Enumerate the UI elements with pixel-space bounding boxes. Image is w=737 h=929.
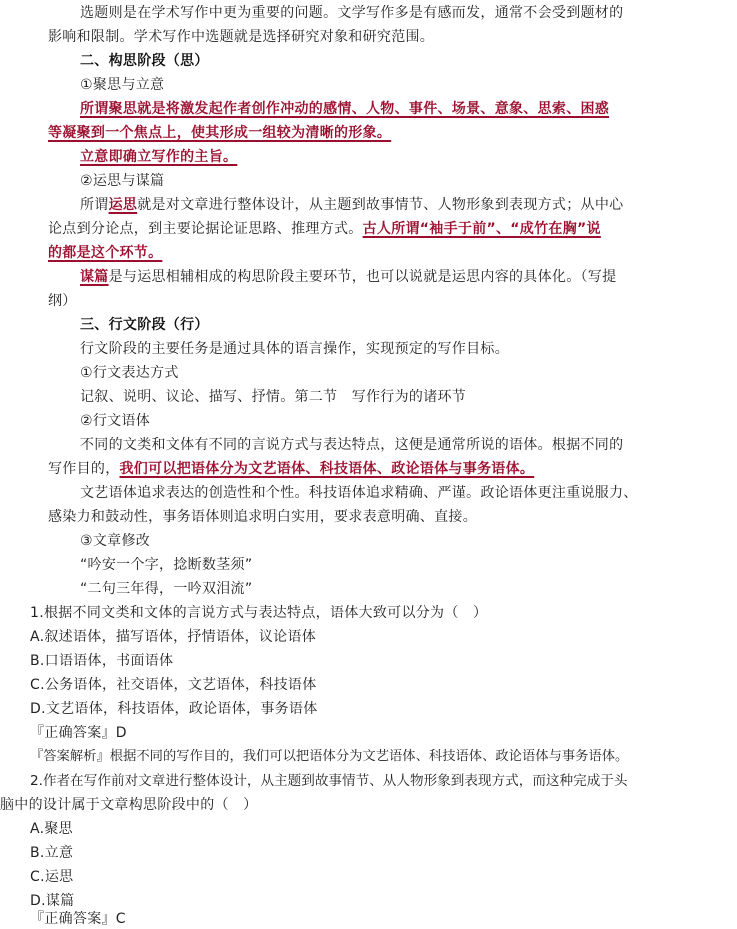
highlight-text: 的都是这个环节。 [48, 245, 163, 261]
highlight-text: 所谓聚思就是将激发起作者创作冲动的感情、人物、事件、场景、意象、思索、困惑 [80, 101, 610, 117]
paragraph-line: 记叙、说明、议论、描写、抒情。第二节 写作行为的诸环节 [80, 389, 467, 405]
paragraph-line [80, 195, 623, 215]
highlight-text: 立意即确立写作的主旨。 [80, 149, 238, 165]
correct-answer: 『正确答案』C [30, 911, 126, 927]
answer-option: A.叙述语体，描写语体，抒情语体，议论语体 [30, 629, 317, 645]
answer-option: A.聚思 [30, 821, 73, 837]
text-run: 所谓 [80, 197, 109, 213]
paragraph-line: 文艺语体追求表达的创造性和个性。科技语体追求精确、严谨。政论语体更注重说服力、 [80, 485, 638, 501]
paragraph-line [80, 267, 616, 287]
subsection-heading: ②行文语体 [80, 413, 151, 429]
highlight-text: 谋篇 [80, 269, 109, 285]
paragraph-line: 感染力和鼓动性，事务语体则追求明白实用，要求表意明确、直接。 [48, 509, 477, 525]
question-text: 2.作者在写作前对文章进行整体设计，从主题到故事情节、从人物形象到表现方式，而这种完成于头 [30, 773, 628, 789]
section-heading: 三、行文阶段（行） [80, 317, 209, 333]
paragraph-line [48, 459, 534, 479]
paragraph-line: 行文阶段的主要任务是通过具体的语言操作，实现预定的写作目标。 [80, 341, 509, 357]
paragraph-line: 纲） [48, 293, 77, 309]
subsection-heading: ①行文表达方式 [80, 365, 179, 381]
correct-answer: 『正确答案』D [30, 725, 127, 741]
subsection-heading: ②运思与谋篇 [80, 173, 165, 189]
answer-option: B.口语语体，书面语体 [30, 653, 174, 669]
text-run: 就是对文章进行整体设计，从主题到故事情节、人物形象到表现方式；从中心 [137, 197, 624, 213]
paragraph-line: 不同的文类和文体有不同的言说方式与表达特点，这便是通常所说的语体。根据不同的 [80, 437, 624, 453]
text-run: 论点到分论点，到主要论据论证思路、推理方式。 [48, 221, 363, 237]
highlight-text: 古人所谓“袖手于前”、“成竹在胸”说 [362, 221, 601, 237]
paragraph-line [48, 219, 601, 239]
subsection-heading: ③文章修改 [80, 533, 151, 549]
highlight-text: 运思 [108, 197, 138, 213]
highlight-text: 等凝聚到一个焦点上，使其形成一组较为清晰的形象。 [48, 125, 392, 141]
answer-option: C.运思 [30, 869, 74, 885]
question-text: 脑中的设计属于文章构思阶段中的（ ） [0, 797, 258, 813]
highlight-text: 我们可以把语体分为文艺语体、科技语体、政论语体与事务语体。 [119, 461, 535, 477]
subsection-heading: ①聚思与立意 [80, 77, 165, 93]
answer-option: B.立意 [30, 845, 74, 861]
answer-option: D.谋篇 [30, 893, 75, 909]
text-run: 是与运思相辅相成的构思阶段主要环节，也可以说就是运思内容的具体化。（写提 [108, 269, 617, 285]
quote-line: “吟安一个字，捻断数茎须” [80, 557, 253, 573]
section-heading: 二、构思阶段（思） [80, 53, 209, 69]
paragraph-line: 选题则是在学术写作中更为重要的问题。文学写作多是有感而发，通常不会受到题材的 [80, 5, 624, 21]
question-text: 1.根据不同文类和文体的言说方式与表达特点，语体大致可以分为（ ） [30, 605, 488, 621]
answer-option: D.文艺语体，科技语体，政论语体，事务语体 [30, 701, 318, 717]
paragraph-line: 影响和限制。学术写作中选题就是选择研究对象和研究范围。 [48, 29, 435, 45]
quote-line: “二句三年得，一吟双泪流” [80, 581, 253, 597]
answer-explanation: 『答案解析』根据不同的写作目的，我们可以把语体分为文艺语体、科技语体、政论语体与事务语体。 [30, 749, 629, 764]
answer-option: C.公务语体，社交语体，文艺语体，科技语体 [30, 677, 317, 693]
text-run: 写作目的， [48, 461, 120, 477]
